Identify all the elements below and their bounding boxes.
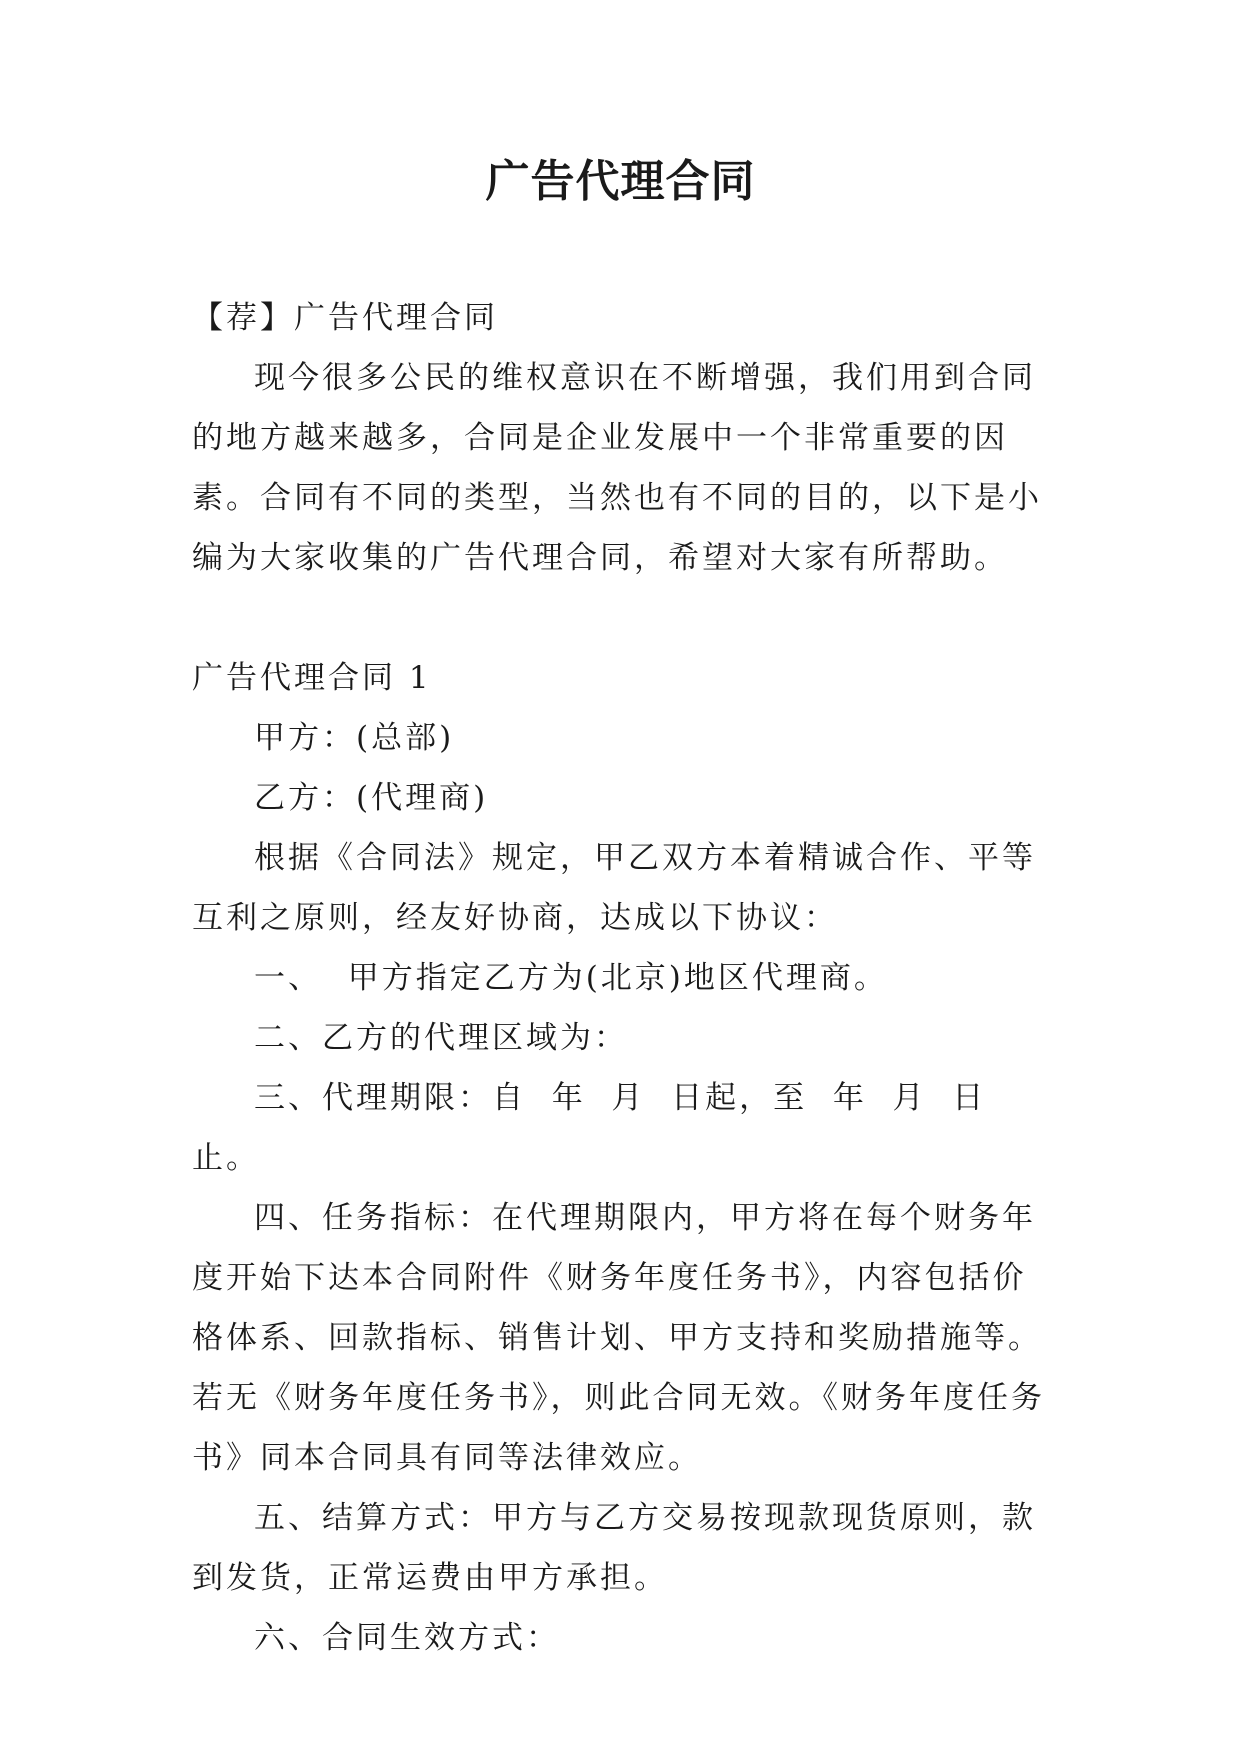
document-title: 广告代理合同 xyxy=(485,156,756,207)
clause-5: 五、结算方式：甲方与乙方交易按现款现货原则，款到发货，正常运费由甲方承担。 xyxy=(192,1500,1036,1596)
party-a-line: 甲方：(总部) xyxy=(254,720,455,756)
party-b-line: 乙方：(代理商) xyxy=(254,780,489,816)
clause-6: 六、合同生效方式： xyxy=(254,1620,560,1656)
basis-paragraph: 根据《合同法》规定，甲乙双方本着精诚合作、平等互利之原则，经友好协商，达成以下协议： xyxy=(192,840,1036,936)
document-body xyxy=(192,288,1054,1668)
paragraph-gap xyxy=(192,588,1054,648)
recommend-line: 【荐】广告代理合同 xyxy=(192,300,498,336)
clause-4: 四、任务指标：在代理期限内，甲方将在每个财务年度开始下达本合同附件《财务年度任务书》，内容包括价格体系、回款指标、销售计划、甲方支持和奖励措施等。若无《财务年度任务书》，则此合同无效。《财务年度任务书》同本合同具有同等法律效应。 xyxy=(192,1200,1045,1476)
clause-3: 三、代理期限：自 年 月 日起，至 年 月 日止。 xyxy=(192,1080,987,1176)
clause-2: 二、乙方的代理区域为： xyxy=(254,1020,628,1056)
intro-paragraph: 现今很多公民的维权意识在不断增强，我们用到合同的地方越来越多，合同是企业发展中一个非常重要的因素。合同有不同的类型，当然也有不同的目的，以下是小编为大家收集的广告代理合同，希望对大家有所帮助。 xyxy=(192,360,1042,576)
section-heading: 广告代理合同 1 xyxy=(192,660,432,696)
clause-1: 一、 甲方指定乙方为(北京)地区代理商。 xyxy=(254,960,888,996)
